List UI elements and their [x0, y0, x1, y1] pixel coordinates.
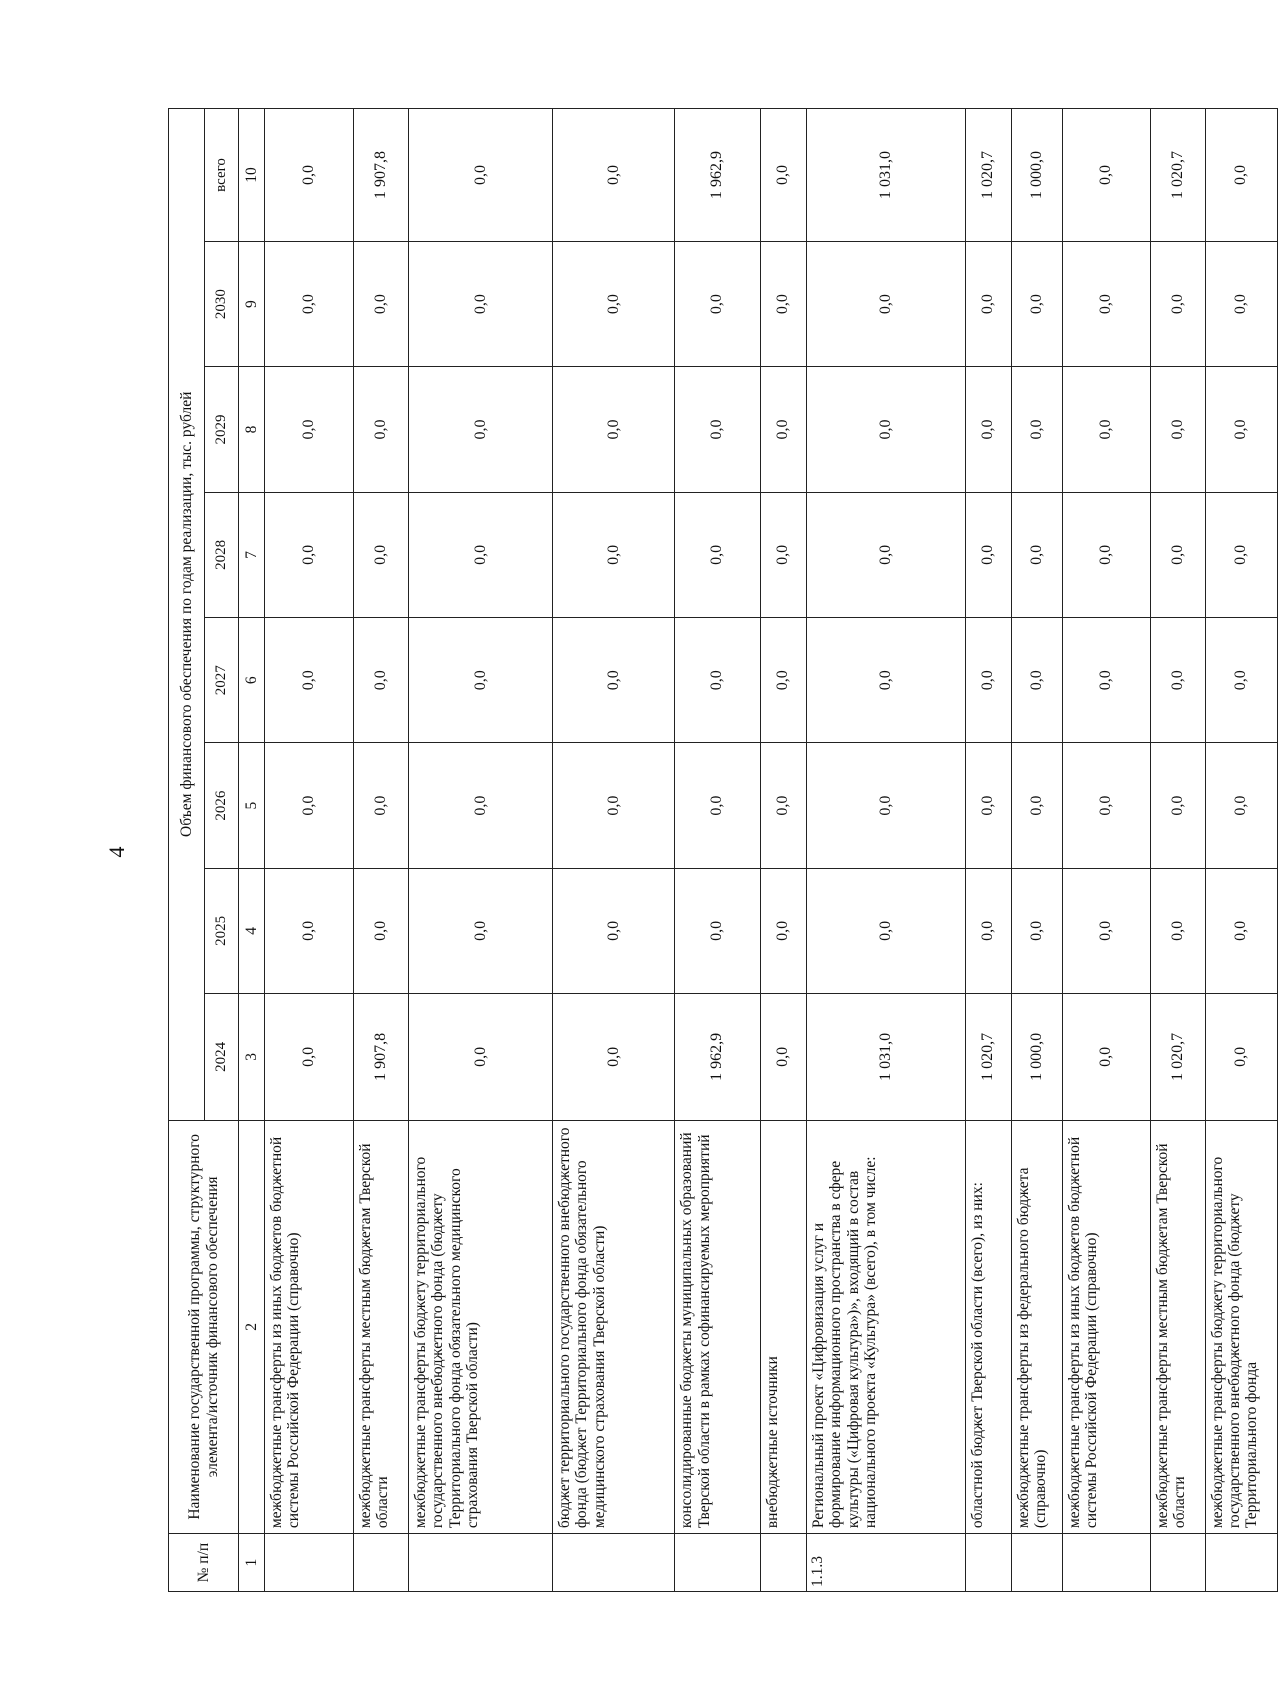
header-year: 2027 [205, 618, 239, 743]
header-column-index: 6 [239, 618, 265, 743]
row-year-value: 0,0 [265, 618, 354, 743]
row-year-value: 0,0 [806, 618, 965, 743]
row-year-value: 0,0 [806, 868, 965, 993]
row-year-value: 0,0 [409, 492, 553, 617]
header-year: 2029 [205, 367, 239, 492]
row-year-value: 0,0 [1205, 367, 1277, 492]
row-number [1062, 1534, 1150, 1592]
row-total-value: 1 907,8 [354, 109, 409, 242]
row-number [760, 1534, 806, 1592]
row-number [553, 1534, 675, 1592]
header-column-index: 7 [239, 492, 265, 617]
row-number [265, 1534, 354, 1592]
row-year-value: 0,0 [265, 367, 354, 492]
row-year-value: 1 020,7 [965, 994, 1011, 1120]
table-row [965, 109, 1011, 1592]
row-year-value: 0,0 [1150, 743, 1205, 868]
row-year-value: 0,0 [409, 994, 553, 1120]
header-year: 2025 [205, 868, 239, 993]
rotated-table-wrapper [168, 108, 1280, 1587]
row-number [354, 1534, 409, 1592]
row-name: внебюджетные источники [760, 1120, 806, 1534]
row-year-value: 0,0 [965, 868, 1011, 993]
row-name: межбюджетные трансферты бюджету территориального государственного внебюджетного фонда (бюджету Территориального фонда [1205, 1120, 1277, 1534]
row-year-value: 0,0 [1205, 241, 1277, 366]
row-year-value: 0,0 [409, 868, 553, 993]
row-year-value: 0,0 [760, 618, 806, 743]
header-volume: Объем финансового обеспечения по годам реализации, тыс. рублей [169, 109, 205, 1121]
row-name: межбюджетные трансферты бюджету территориального государственного внебюджетного фонда (бюджету Территориального фонда обязательного медицинского страхования Тверской области) [409, 1120, 553, 1534]
row-year-value: 0,0 [806, 241, 965, 366]
row-number [965, 1534, 1011, 1592]
row-year-value: 1 031,0 [806, 994, 965, 1120]
row-name: межбюджетные трансферты местным бюджетам Тверской области [1150, 1120, 1205, 1534]
row-year-value: 0,0 [1205, 994, 1277, 1120]
row-year-value: 0,0 [760, 994, 806, 1120]
row-year-value: 0,0 [1062, 868, 1150, 993]
row-year-value: 0,0 [1062, 743, 1150, 868]
row-number: 1.1.3 [806, 1534, 965, 1592]
rotated-table-container [168, 108, 1278, 1592]
row-year-value: 0,0 [354, 367, 409, 492]
row-year-value: 0,0 [1150, 367, 1205, 492]
row-year-value: 0,0 [354, 868, 409, 993]
row-year-value: 0,0 [553, 618, 675, 743]
header-column-index: 5 [239, 743, 265, 868]
row-number [1205, 1534, 1277, 1592]
row-year-value: 0,0 [760, 743, 806, 868]
row-year-value: 1 962,9 [675, 994, 760, 1120]
header-column-index: 8 [239, 367, 265, 492]
row-total-value: 0,0 [1205, 109, 1277, 242]
table-row [354, 109, 409, 1592]
header-year: 2030 [205, 241, 239, 366]
table-body [265, 109, 1278, 1592]
row-year-value: 0,0 [553, 743, 675, 868]
header-column-index: 9 [239, 241, 265, 366]
row-year-value: 0,0 [1150, 868, 1205, 993]
row-total-value: 1 020,7 [1150, 109, 1205, 242]
header-year: 2028 [205, 492, 239, 617]
table-row [760, 109, 806, 1592]
row-year-value: 0,0 [354, 743, 409, 868]
header-name: Наименование государственной программы, структурного элемента/источник финансового обеспечения [169, 1120, 239, 1534]
row-year-value: 0,0 [265, 994, 354, 1120]
row-year-value: 0,0 [1012, 618, 1063, 743]
row-name: межбюджетные трансферты местным бюджетам Тверской области [354, 1120, 409, 1534]
row-year-value: 0,0 [409, 241, 553, 366]
row-year-value: 0,0 [675, 367, 760, 492]
row-year-value: 0,0 [1205, 743, 1277, 868]
row-total-value: 0,0 [553, 109, 675, 242]
row-year-value: 0,0 [553, 994, 675, 1120]
row-year-value: 0,0 [409, 367, 553, 492]
row-total-value: 0,0 [265, 109, 354, 242]
header-column-index: 3 [239, 994, 265, 1120]
row-year-value: 0,0 [1205, 868, 1277, 993]
row-year-value: 0,0 [675, 241, 760, 366]
row-year-value: 0,0 [806, 367, 965, 492]
table-row [265, 109, 354, 1592]
header-year: 2026 [205, 743, 239, 868]
row-year-value: 0,0 [760, 868, 806, 993]
row-number [1012, 1534, 1063, 1592]
row-year-value: 0,0 [965, 743, 1011, 868]
row-year-value: 0,0 [1150, 241, 1205, 366]
row-year-value: 0,0 [354, 241, 409, 366]
row-total-value: 1 031,0 [806, 109, 965, 242]
row-name: межбюджетные трансферты из иных бюджетов бюджетной системы Российской Федерации (справочно) [1062, 1120, 1150, 1534]
row-year-value: 0,0 [1012, 743, 1063, 868]
row-year-value: 0,0 [553, 367, 675, 492]
row-year-value: 0,0 [675, 743, 760, 868]
row-year-value: 0,0 [1062, 241, 1150, 366]
header-column-index: 4 [239, 868, 265, 993]
row-year-value: 0,0 [553, 241, 675, 366]
row-year-value: 0,0 [354, 618, 409, 743]
table-row [675, 109, 760, 1592]
row-year-value: 0,0 [409, 618, 553, 743]
row-year-value: 0,0 [675, 868, 760, 993]
row-name: Региональный проект «Цифровизация услуг и формирование информационного пространства в сфере культуры («Цифровая культура»)», входящий в состав национального проекта «Культура» (всего), в том числе: [806, 1120, 965, 1534]
row-year-value: 0,0 [354, 492, 409, 617]
header-num: № п/п [169, 1534, 239, 1592]
row-year-value: 0,0 [265, 241, 354, 366]
row-year-value: 0,0 [1012, 241, 1063, 366]
row-year-value: 0,0 [1205, 618, 1277, 743]
row-total-value: 1 000,0 [1012, 109, 1063, 242]
row-year-value: 0,0 [1012, 868, 1063, 993]
row-year-value: 0,0 [965, 492, 1011, 617]
row-number [675, 1534, 760, 1592]
row-name: межбюджетные трансферты из федерального бюджета (справочно) [1012, 1120, 1063, 1534]
table-row [1062, 109, 1150, 1592]
row-year-value: 0,0 [1012, 492, 1063, 617]
row-year-value: 0,0 [675, 618, 760, 743]
row-year-value: 0,0 [1150, 618, 1205, 743]
row-name: межбюджетные трансферты из иных бюджетов бюджетной системы Российской Федерации (справочно) [265, 1120, 354, 1534]
table-row [409, 109, 553, 1592]
row-year-value: 0,0 [553, 492, 675, 617]
row-year-value: 0,0 [675, 492, 760, 617]
row-year-value: 0,0 [806, 492, 965, 617]
row-name: бюджет территориального государственного внебюджетного фонда (бюджет Территориального фонда обязательного медицинского страхования Тверской области) [553, 1120, 675, 1534]
table-row [1012, 109, 1063, 1592]
row-number [1150, 1534, 1205, 1592]
row-year-value: 0,0 [965, 367, 1011, 492]
header-column-index: 1 [239, 1534, 265, 1592]
row-year-value: 0,0 [965, 241, 1011, 366]
header-column-index: 2 [239, 1120, 265, 1534]
table-row [806, 109, 965, 1592]
row-year-value: 0,0 [760, 492, 806, 617]
row-year-value: 0,0 [553, 868, 675, 993]
row-number [409, 1534, 553, 1592]
row-name: консолидированные бюджеты муниципальных образований Тверской области в рамках софинансируемых мероприятий [675, 1120, 760, 1534]
row-total-value: 1 962,9 [675, 109, 760, 242]
row-year-value: 0,0 [1062, 492, 1150, 617]
header-index-row [239, 109, 265, 1592]
row-year-value: 0,0 [265, 743, 354, 868]
header-year: всего [205, 109, 239, 242]
page-number: 4 [104, 846, 129, 858]
row-year-value: 0,0 [265, 492, 354, 617]
row-total-value: 0,0 [409, 109, 553, 242]
row-year-value: 0,0 [1062, 618, 1150, 743]
row-year-value: 0,0 [265, 868, 354, 993]
header-year: 2024 [205, 994, 239, 1120]
row-year-value: 0,0 [1150, 492, 1205, 617]
row-total-value: 0,0 [760, 109, 806, 242]
row-total-value: 1 020,7 [965, 109, 1011, 242]
table-row [553, 109, 675, 1592]
row-total-value: 0,0 [1062, 109, 1150, 242]
row-year-value: 0,0 [1062, 367, 1150, 492]
row-year-value: 0,0 [1205, 492, 1277, 617]
row-year-value: 0,0 [965, 618, 1011, 743]
row-name: областной бюджет Тверской области (всего), из них: [965, 1120, 1011, 1534]
row-year-value: 1 907,8 [354, 994, 409, 1120]
row-year-value: 0,0 [760, 241, 806, 366]
row-year-value: 0,0 [760, 367, 806, 492]
row-year-value: 0,0 [409, 743, 553, 868]
table-row [1205, 109, 1277, 1592]
row-year-value: 0,0 [806, 743, 965, 868]
row-year-value: 1 020,7 [1150, 994, 1205, 1120]
row-year-value: 1 000,0 [1012, 994, 1063, 1120]
table-row [1150, 109, 1205, 1592]
financing-table [168, 108, 1278, 1592]
row-year-value: 0,0 [1012, 367, 1063, 492]
row-year-value: 0,0 [1062, 994, 1150, 1120]
header-column-index: 10 [239, 109, 265, 242]
